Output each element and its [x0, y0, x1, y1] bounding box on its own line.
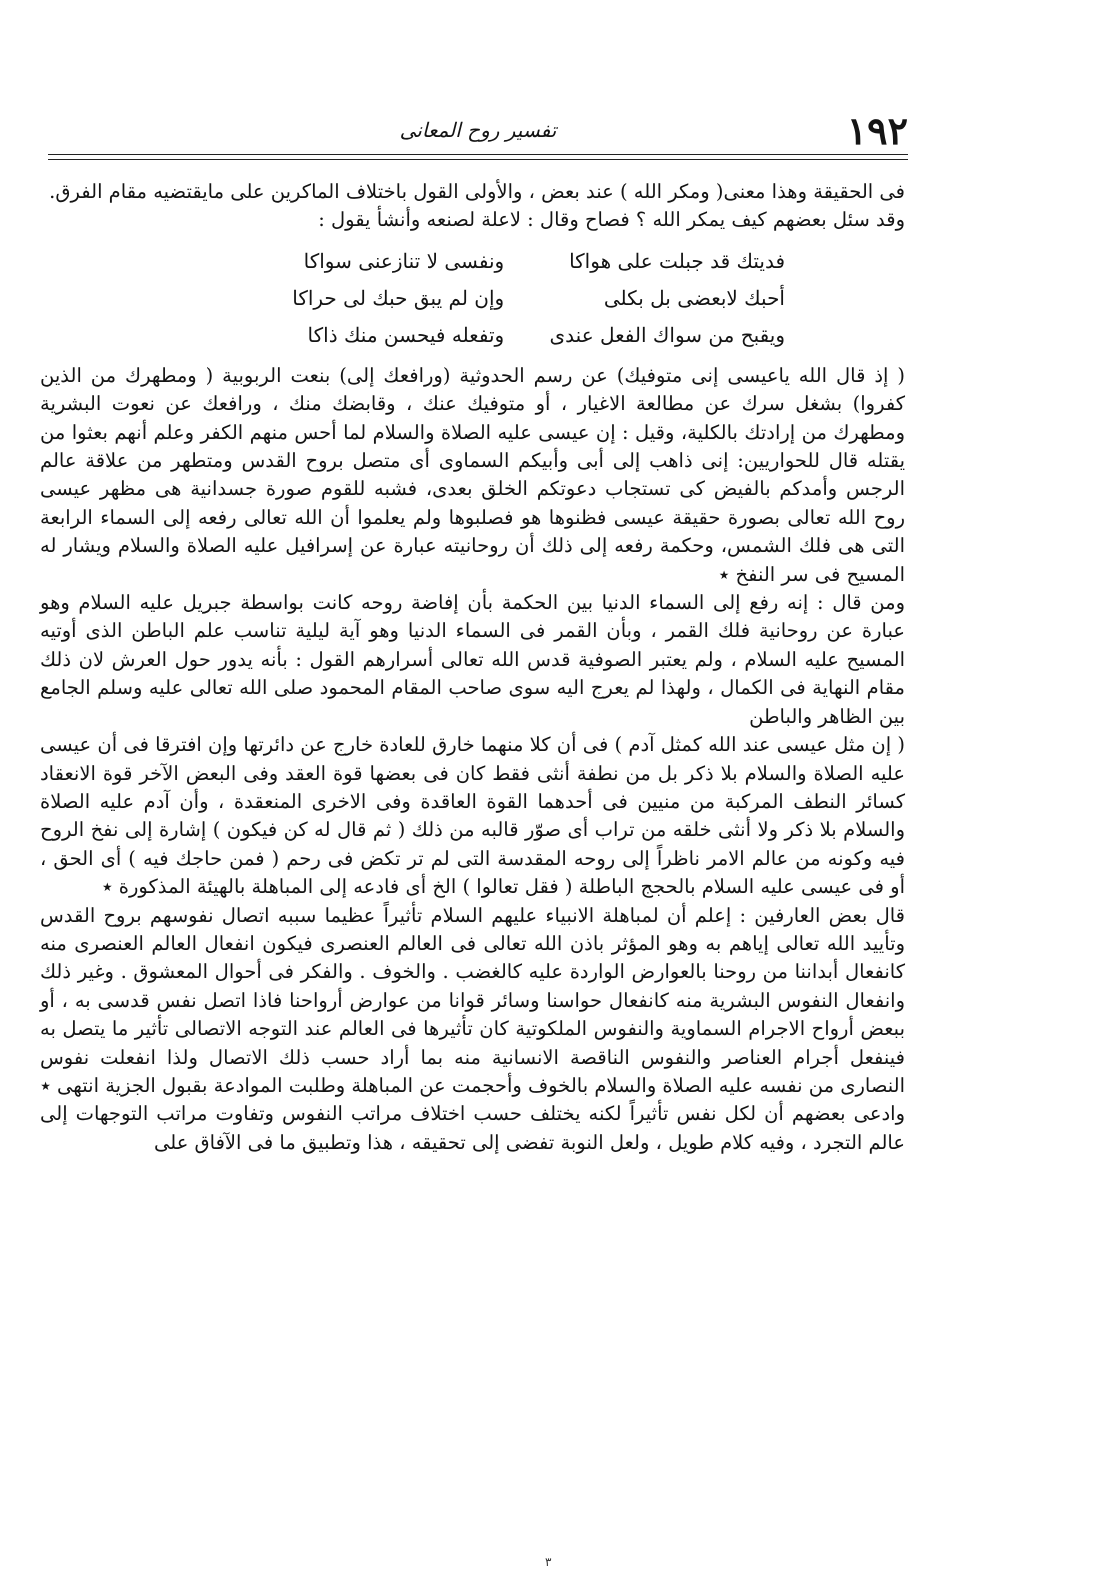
verse-second-hemistich: ونفسى لا تنازعنى سواكا	[303, 248, 505, 273]
header-rule-double	[48, 159, 908, 160]
intro-line: فى الحقيقة وهذا معنى( ومكر الله ) عند بعض ، والأولى القول باختلاف الماكرين على مايقتضيه مقام الفرق.	[49, 180, 905, 203]
page-header	[48, 108, 908, 158]
body-text	[40, 178, 905, 1157]
verse-first-hemistich: أحبك لابعضى بل بكلى	[603, 285, 785, 310]
verse-first-hemistich: ويقبح من سواك الفعل عندى	[549, 322, 785, 347]
page-signature-mark: ٣	[545, 1555, 552, 1569]
intro-line: وقد سئل بعضهم كيف يمكر الله ؟ فصاح وقال : لاعلة لصنعه وأنشأ يقول :	[318, 208, 905, 232]
commentary-paragraph: ومن قال : إنه رفع إلى السماء الدنيا بين الحكمة بأن إفاضة روحه كانت بواسطة جبريل عليه السلام وهو عبارة عن روحانية فلك القمر ، وبأن القمر فى السماء الدنيا وهو آية ليلية تناسب علم الباطن الذى أوتيه المسيح عليه السلام ، ولم يعتبر الصوفية قدس الله تعالى أسرارهم القول : بأنه يدور حول العرش لان ذلك مقام النهاية فى الكمال ، ولهذا لم يعرج اليه سوى صاحب المقام المحمود صلى الله تعالى عليه وسلم الجامع بين الظاهر والباطن	[40, 591, 905, 728]
verse-first-hemistich: فديتك قد جبلت على هواكا	[569, 248, 785, 273]
poem-verses	[245, 243, 785, 354]
verse-second-hemistich: وتفعله فيحسن منك ذاكا	[307, 322, 505, 347]
page-number: ١٩٢	[846, 108, 908, 153]
running-title: تفسير روح المعانى	[399, 118, 557, 142]
commentary-paragraph: وادعى بعضهم أن لكل نفس تأثيراً لكنه يختلف حسب اختلاف مراتب النفوس وتفاوت مراتب التوجهات إلى عالم التجرد ، وفيه كلام طويل ، ولعل النوبة تفضى إلى تحقيقه ، هذا وتطبيق ما فى الآفاق على	[40, 1102, 905, 1154]
commentary-paragraph: ( إذ قال الله ياعيسى إنى متوفيك) عن رسم الحدوثية (ورافعك إلى) بنعت الربوبية ( ومطهرك من الذين كفروا) بشغل سرك عن مطالعة الاغيار ، أو متوفيك عنك ، وقابضك منك ، ورافعك عن نعوت البشرية ومطهرك من إرادتك بالكلية، وقيل : إن عيسى عليه الصلاة والسلام لما أحس منهم الكفر وعلم أنهم بعثوا من يقتله قال للحواريين: إنى ذاهب إلى أبى وأبيكم السماوى أى متصل بروح القدس ومتطهر من علاقة عالم الرجس وأمدكم بالفيض كى تستجاب دعوتكم الخلق بعدى، فشبه للقوم صورة جسدانية هى مظهر عيسى روح الله تعالى بصورة حقيقة عيسى فظنوها هو فصلبوها ولم يعلموا أن الله تعالى رفعه إلى السماء الرابعة التى هى فلك الشمس، وحكمة رفعه إلى ذلك أن روحانيته عبارة عن إسرافيل عليه الصلاة والسلام ويشار له المسيح فى سر النفخ ٭	[40, 363, 905, 586]
verse-line	[245, 317, 785, 354]
verse-second-hemistich: وإن لم يبق حبك لى حراكا	[292, 285, 505, 310]
header-rule	[48, 154, 908, 155]
commentary-paragraph: ( إن مثل عيسى عند الله كمثل آدم ) فى أن كلا منهما خارق للعادة خارج عن دائرتها وإن افترقا فى أن عيسى عليه الصلاة والسلام بلا ذكر بل من نطفة أنثى فقط كان فى بعضها قوة العقد وفى البعض الآخر قوة الانعقاد كسائر النطف المركبة من منيين فى أحدهما القوة العاقدة وفى الاخرى المنعقدة ، وأن آدم عليه الصلاة والسلام بلا ذكر ولا أنثى خلقه من تراب أى صوّر قالبه من ذلك ( ثم قال له كن فيكون ) إشارة إلى نفخ الروح فيه وكونه من عالم الامر ناظراً إلى روحه المقدسة التى لم تر تكض فى رحم ( فمن حاجك فيه ) أى الحق ، أو فى عيسى عليه السلام بالحجج الباطلة ( فقل تعالوا ) الخ أى فادعه إلى المباهلة بالهيئة المذكورة ٭	[40, 733, 905, 899]
verse-line	[245, 280, 785, 317]
verse-line	[245, 243, 785, 280]
commentary-paragraph: قال بعض العارفين : إعلم أن لمباهلة الانبياء عليهم السلام تأثيراً عظيما سببه اتصال نفوسهم بروح القدس وتأييد الله تعالى إياهم به وهو المؤثر باذن الله تعالى فى العالم العنصرى فيكون انفعال العالم العنصرى منه كانفعال أبداننا من روحنا بالعوارض الواردة عليه كالغضب . والخوف . والفكر فى أحوال المعشوق . وغير ذلك وانفعال النفوس البشرية منه كانفعال حواسنا وسائر قوانا من عوارض أرواحنا فاذا اتصل نفس قدسى به ، أو ببعض أرواح الاجرام السماوية والنفوس الملكوتية كان تأثيرها فى العالم عند التوجه الاتصالى تأثير ما يتصل به فينفعل أجرام العناصر والنفوس الناقصة الانسانية منه بما أراد حسب ذلك الاتصال ولذا انفعلت نفوس النصارى من نفسه عليه الصلاة والسلام بالخوف وأحجمت عن المباهلة وطلبت الموادعة بقبول الجزية انتهى ٭	[40, 903, 905, 1097]
